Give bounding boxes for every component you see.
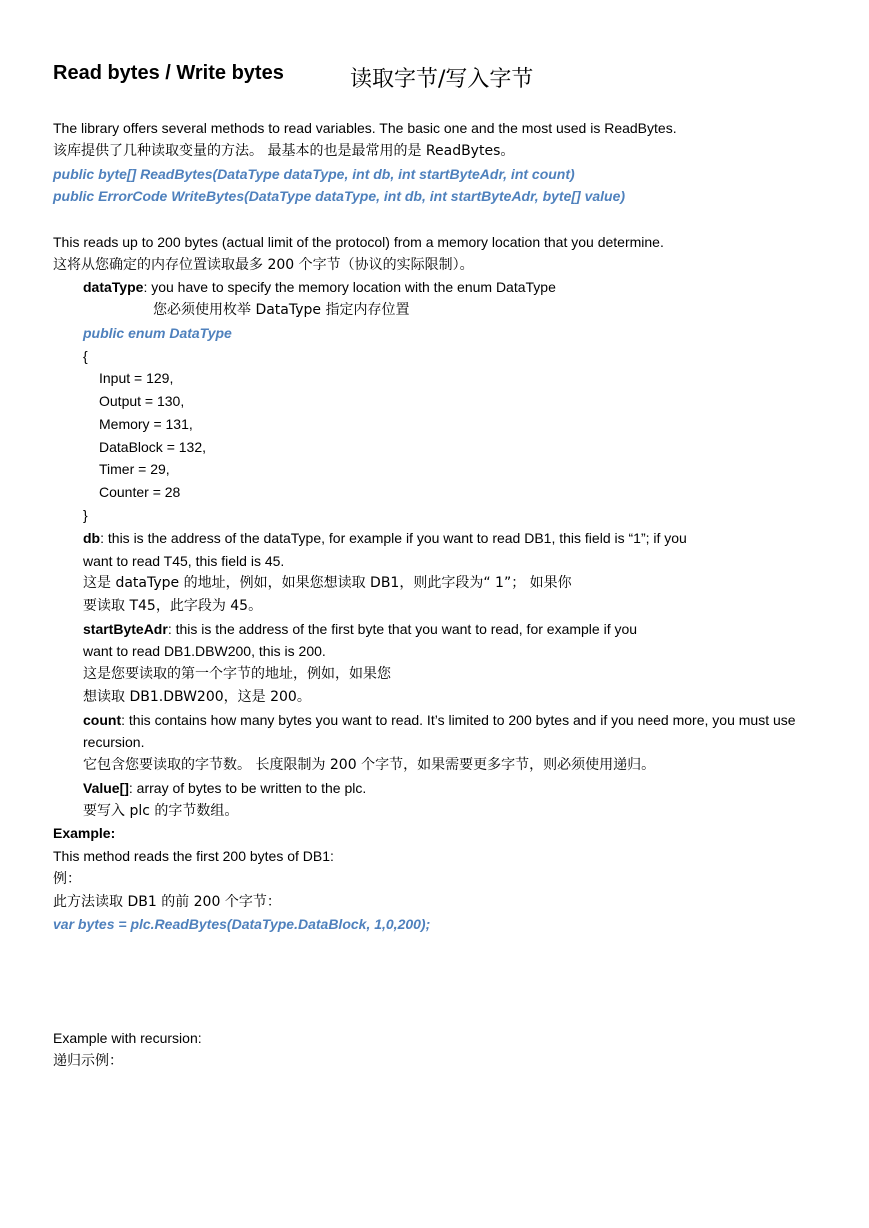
db-desc-1: : this is the address of the dataType, for example if you want to read DB1, this field is “1”; if you bbox=[100, 530, 687, 546]
count-term: count bbox=[83, 712, 122, 728]
reads-english: This reads up to 200 bytes (actual limit of the protocol) from a memory location that you determine. bbox=[53, 234, 664, 250]
recursion-english: Example with recursion: bbox=[53, 1030, 202, 1046]
db-desc-2: want to read T45, this field is 45. bbox=[83, 553, 285, 569]
enum-member: Counter = 28 bbox=[99, 484, 181, 500]
readbytes-signature: public byte[] ReadBytes(DataType dataType, int db, int startByteAdr, int count) bbox=[53, 166, 575, 182]
count-param bbox=[83, 710, 796, 730]
enum-open-brace: { bbox=[83, 348, 88, 364]
enum-member: Timer = 29, bbox=[99, 461, 170, 477]
count-desc-1: : this contains how many bytes you want to read. It’s limited to 200 bytes and if you need more, you must use bbox=[121, 712, 796, 728]
db-chinese-2: 要读取 T45，此字段为 45。 bbox=[83, 598, 263, 614]
enum-close-brace: } bbox=[83, 507, 88, 523]
count-chinese: 它包含您要读取的字节数。 长度限制为 200 个字节，如果需要更多字节，则必须使用递归。 bbox=[83, 757, 656, 773]
enum-member: Memory = 131, bbox=[99, 416, 193, 432]
recursion-chinese: 递归示例： bbox=[53, 1053, 123, 1069]
example-heading: Example: bbox=[53, 825, 116, 841]
startbyteadr-desc-1: : this is the address of the first byte that you want to read, for example if you bbox=[167, 621, 638, 637]
startbyteadr-chinese-2: 想读取 DB1.DBW200，这是 200。 bbox=[83, 689, 311, 705]
reads-chinese: 这将从您确定的内存位置读取最多 200 个字节（协议的实际限制）。 bbox=[53, 257, 474, 273]
title-chinese: 读取字节/写入字节 bbox=[350, 67, 534, 92]
example-chinese: 此方法读取 DB1 的前 200 个字节： bbox=[53, 894, 281, 910]
intro-english: The library offers several methods to read variables. The basic one and the most used is ReadBytes. bbox=[53, 120, 677, 136]
datatype-chinese: 您必须使用枚举 DataType 指定内存位置 bbox=[153, 302, 410, 318]
db-chinese-1: 这是 dataType 的地址，例如，如果您想读取 DB1，则此字段为“ 1”； 如果你 bbox=[83, 575, 572, 591]
value-chinese: 要写入 plc 的字节数组。 bbox=[83, 803, 239, 819]
writebytes-signature: public ErrorCode WriteBytes(DataType dataType, int db, int startByteAdr, byte[] value) bbox=[53, 188, 626, 204]
db-param bbox=[83, 528, 687, 548]
title-english: Read bytes / Write bytes bbox=[53, 62, 284, 84]
value-desc: : array of bytes to be written to the plc. bbox=[128, 780, 367, 796]
intro-chinese: 该库提供了几种读取变量的方法。 最基本的也是最常用的是 ReadBytes。 bbox=[53, 143, 515, 159]
db-term: db bbox=[83, 530, 101, 546]
example-english: This method reads the first 200 bytes of DB1: bbox=[53, 848, 334, 864]
example-code: var bytes = plc.ReadBytes(DataType.DataBlock, 1,0,200); bbox=[53, 916, 431, 932]
enum-member: Output = 130, bbox=[99, 393, 185, 409]
count-desc-2: recursion. bbox=[83, 734, 145, 750]
enum-declaration: public enum DataType bbox=[83, 325, 232, 341]
value-param bbox=[83, 778, 366, 798]
datatype-desc: : you have to specify the memory location with the enum DataType bbox=[143, 279, 556, 295]
page-title bbox=[53, 62, 534, 92]
enum-member: DataBlock = 132, bbox=[99, 439, 207, 455]
datatype-term: dataType bbox=[83, 279, 144, 295]
value-term: Value[] bbox=[83, 780, 129, 796]
startbyteadr-param bbox=[83, 619, 637, 639]
datatype-param bbox=[83, 277, 556, 297]
example-chinese-heading: 例： bbox=[53, 871, 81, 887]
enum-member: Input = 129, bbox=[99, 370, 174, 386]
startbyteadr-term: startByteAdr bbox=[83, 621, 168, 637]
startbyteadr-chinese-1: 这是您要读取的第一个字节的地址，例如，如果您 bbox=[83, 666, 391, 682]
startbyteadr-desc-2: want to read DB1.DBW200, this is 200. bbox=[83, 643, 326, 659]
